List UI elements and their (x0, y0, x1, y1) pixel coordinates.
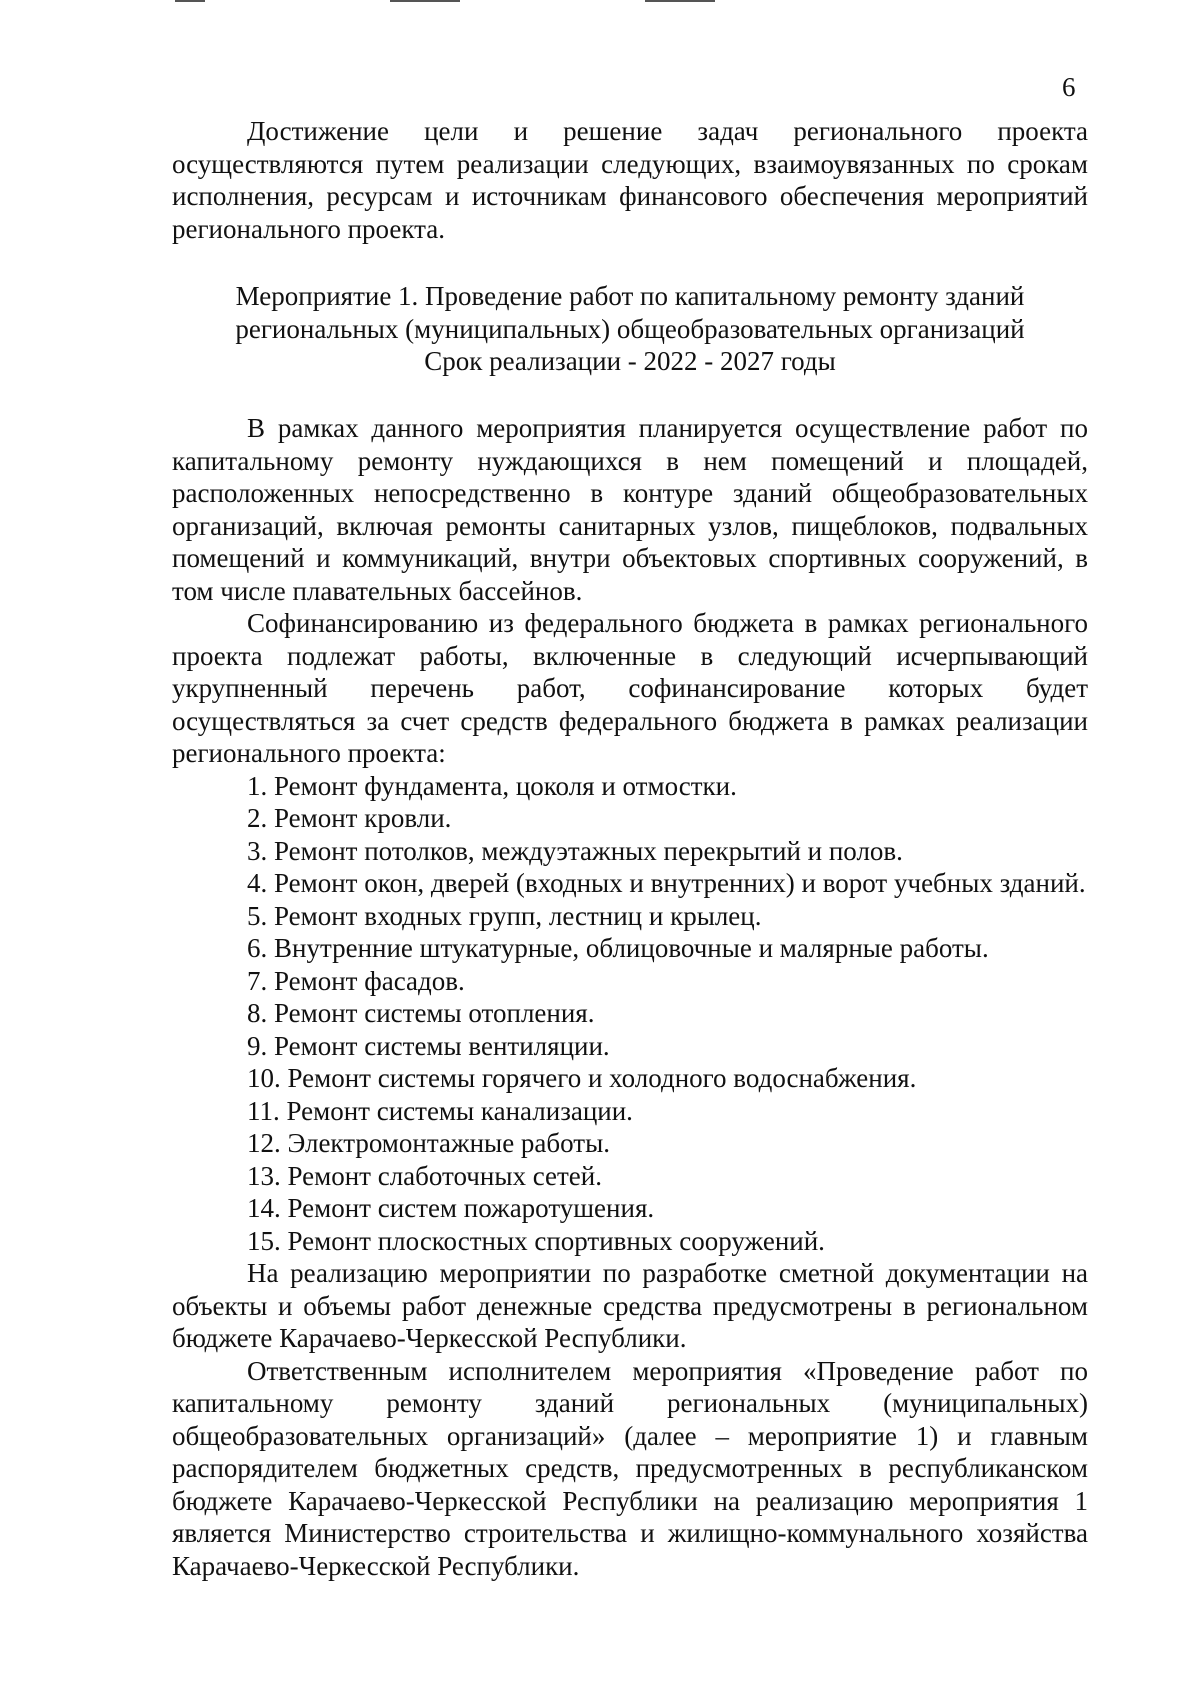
list-item: 10. Ремонт системы горячего и холодного водоснабжения. (247, 1063, 917, 1093)
list-item: 1. Ремонт фундамента, цоколя и отмостки. (247, 770, 737, 801)
estimates-paragraph: На реализацию мероприятии по разработке сметной документации на объекты и объемы работ денежные средства предусмотрены в региональном бюджете Карачаево-Черкесской Республики. (172, 1258, 1088, 1353)
list-item: 7. Ремонт фасадов. (247, 965, 465, 996)
responsible-paragraph: Ответственным исполнителем мероприятия «Проведение работ по капитальному ремонту зданий региональных (муниципальных) общеобразовательных организаций» (далее – мероприятие 1) и главным распорядителем бюджетных средств, предусмотренных в республиканском бюджете Карачаево-Черкесской Республики на реализацию мероприятия 1 является Министерство строительства и жилищно-коммунального хозяйства Карачаево-Черкесской Республики. (172, 1355, 1088, 1581)
heading-line-2: региональных (муниципальных) общеобразовательных организаций (235, 313, 1025, 344)
list-item: 8. Ремонт системы отопления. (247, 998, 595, 1028)
list-item: 3. Ремонт потолков, междуэтажных перекрытий и полов. (247, 835, 903, 866)
heading-line-1: Мероприятие 1. Проведение работ по капитальному ремонту зданий (235, 281, 1025, 311)
list-item: 15. Ремонт плоскостных спортивных сооружений. (247, 1225, 825, 1256)
list-item: 6. Внутренние штукатурные, облицовочные и малярные работы. (247, 933, 989, 963)
list-item: 13. Ремонт слаботочных сетей. (247, 1160, 602, 1191)
heading-line-3: Срок реализации - 2022 - 2027 годы (424, 346, 836, 376)
cofinancing-paragraph: Софинансированию из федерального бюджета в рамках регионального проекта подлежат работы, включенные в следующий исчерпывающий укрупненный перечень работ, софинансирование которых будет осуществляться за счет средств федерального бюджета в рамках реализации регионального проекта: (172, 608, 1088, 768)
page-number: 6 (1062, 72, 1076, 102)
intro-paragraph: Достижение цели и решение задач регионального проекта осуществляются путем реализации следующих, взаимоувязанных по срокам исполнения, ресурсам и источникам финансового обеспечения мероприятий регионального проекта. (172, 116, 1088, 244)
works-list (172, 770, 1088, 1258)
intro-block (172, 115, 1088, 245)
scope-paragraph: В рамках данного мероприятия планируется осуществление работ по капитальному ремонту нуждающихся в нем помещений и площадей, расположенных непосредственно в контуре зданий общеобразовательных организаций, включая ремонты санитарных узлов, пищеблоков, подвальных помещений и коммуникаций, внутри объектовых спортивных сооружений, в том числе плавательных бассейнов. (172, 413, 1088, 606)
list-item: 2. Ремонт кровли. (247, 803, 452, 833)
section-heading (172, 280, 1088, 378)
scan-edge-mark (175, 0, 205, 2)
body-text (172, 412, 1088, 1582)
list-item: 14. Ремонт систем пожаротушения. (247, 1193, 655, 1223)
scan-edge-mark (390, 0, 460, 2)
list-item: 9. Ремонт системы вентиляции. (247, 1030, 610, 1061)
list-item: 11. Ремонт системы канализации. (247, 1095, 633, 1126)
list-item: 4. Ремонт окон, дверей (входных и внутренних) и ворот учебных зданий. (247, 868, 1086, 898)
scan-edge-mark (645, 0, 715, 2)
list-item: 5. Ремонт входных групп, лестниц и крылец. (247, 900, 762, 931)
list-item: 12. Электромонтажные работы. (247, 1128, 610, 1158)
